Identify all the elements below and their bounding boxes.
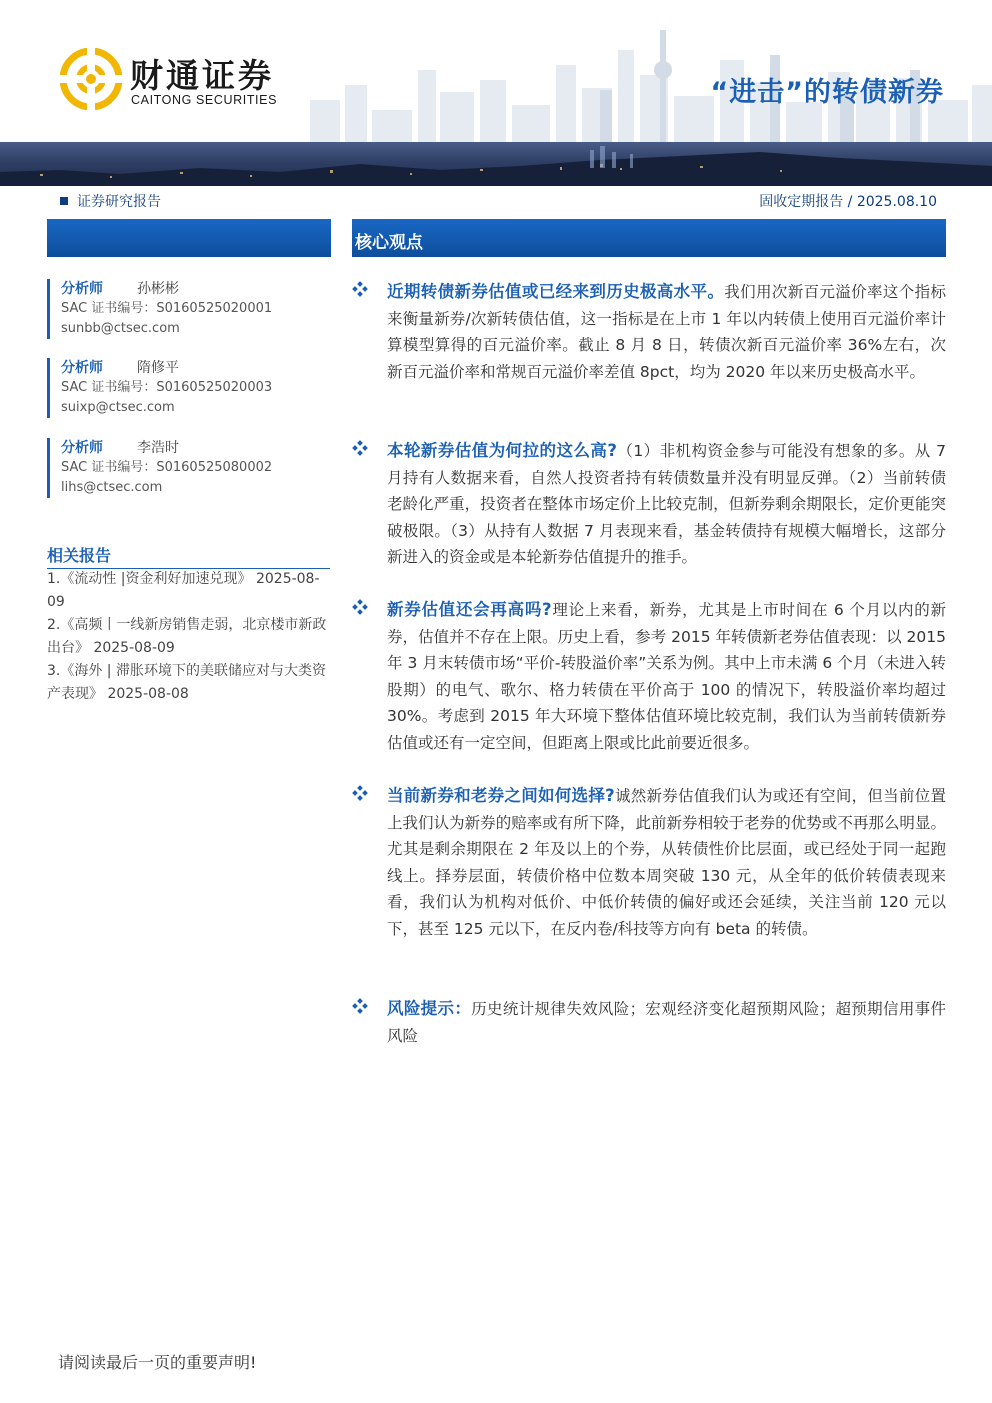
related-reports-title: 相关报告 <box>47 543 330 569</box>
risk-heading: 风险提示： <box>387 999 472 1018</box>
key-point <box>352 438 946 571</box>
analyst-name: 孙彬彬 <box>137 281 179 297</box>
logo-english-name: CAITONG SECURITIES <box>131 93 278 107</box>
logo-chinese-name: 财通证券 <box>130 56 274 95</box>
key-point-body: 我们用次新百元溢价率这个指标来衡量新券/次新转债估值，这一指标是在上市 1 年以内转债上使用百元溢价率计算模型算得的百元溢价率。截止 8 月 8 日，转债次新百元溢价率 36%左右，次新百元溢价率和常规百元溢价率差值 8pct，均为 2020 年以来历史极高水平。 <box>387 283 946 381</box>
diamond-bullet-icon <box>352 281 368 297</box>
category-label: 证券研究报告 <box>77 194 161 210</box>
key-point-heading: 当前新券和老券之间如何选择? <box>387 786 615 805</box>
related-reports-list <box>47 568 331 706</box>
report-title: “进击”的转债新券 <box>710 77 944 108</box>
main-header-bar <box>352 219 946 257</box>
risk-warning <box>352 996 946 1049</box>
key-point-body: 诚然新券估值我们认为或还有空间，但当前位置上我们认为新券的赔率或有所下降，此前新券相较于老券的优势或不再那么明显。尤其是剩余期限在 2 年及以上的个券，从转债性价比层面，或已经处于同一起跑线上。择券层面，转债价格中位数本周突破 130 元，从全年的低价转债表现来看，我们认为机构对低价、中低价转债的偏好或还会延续，关注当前 120 元以下，甚至 125 元以下，在反内卷/科技等方向有 beta 的转债。 <box>387 787 946 938</box>
key-point-body: （1）非机构资金参与可能没有想象的多。从 7 月持有人数据来看，自然人投资者持有转债数量并没有明显反弹。（2）当前转债老龄化严重，投资者在整体市场定价上比较克制，但新券剩余期限长，定价更能突破极限。（3）从持有人数据 7 月表现来看，基金转债持有规模大幅增长，这部分新进入的资金或是本轮新券估值提升的推手。 <box>387 442 946 566</box>
analyst-cert: SAC 证书编号：S0160525080002 <box>61 460 273 475</box>
diamond-bullet-icon <box>352 599 368 615</box>
key-point-heading: 近期转债新券估值或已经来到历史极高水平。 <box>387 282 725 301</box>
logo-mark-icon <box>60 48 122 110</box>
disclaimer-notice: 请阅读最后一页的重要声明! <box>58 1353 257 1372</box>
report-header <box>0 0 992 186</box>
square-bullet-icon <box>60 197 68 205</box>
related-report-link[interactable]: 3.《海外 | 滞胀环境下的美联储应对与大类资产表现》 2025-08-08 <box>47 663 326 702</box>
analyst-role: 分析师 <box>61 440 103 456</box>
risk-body: 历史统计规律失效风险；宏观经济变化超预期风险；超预期信用事件风险 <box>387 1000 947 1045</box>
analyst-role: 分析师 <box>61 360 103 376</box>
analyst-card <box>47 438 341 498</box>
report-type-label: 固收定期报告 <box>759 194 844 210</box>
diamond-bullet-icon <box>352 785 368 801</box>
analyst-email[interactable]: lihs@ctsec.com <box>61 480 163 495</box>
diamond-bullet-icon <box>352 440 368 456</box>
analyst-name: 李浩时 <box>137 440 179 456</box>
analyst-email[interactable]: suixp@ctsec.com <box>61 400 175 415</box>
analyst-card <box>47 358 341 418</box>
key-point-body: 理论上来看，新券，尤其是上市时间在 6 个月以内的新券，估值并不存在上限。历史上看，参考 2015 年转债新老券估值表现：以 2015 年 3 月末转债市场“平价-转股溢价率”关系为例。其中上市未满 6 个月（未进入转股期）的电气、歌尔、格力转债在平价高于 100 的情况下，转股溢价率均超过 30%。考虑到 2015 年大环境下整体估值环境比较克制，我们认为当前转债新券估值或还有一定空间，但距离上限或比此前要近很多。 <box>387 601 947 752</box>
analyst-role: 分析师 <box>61 281 103 297</box>
key-point-heading: 新券估值还会再高吗? <box>387 600 552 619</box>
report-type-date <box>759 191 937 211</box>
related-report-link[interactable]: 1.《流动性 |资金利好加速兑现》 2025-08-09 <box>47 571 320 610</box>
report-category <box>60 191 161 211</box>
sidebar-header-bar <box>47 219 331 257</box>
report-date-label: / 2025.08.10 <box>843 194 937 210</box>
key-point <box>352 783 946 942</box>
related-report-link[interactable]: 2.《高频丨一线新房销售走弱，北京楼市新政出台》 2025-08-09 <box>47 617 327 656</box>
key-point <box>352 279 946 385</box>
key-point-heading: 本轮新券估值为何拉的这么高? <box>387 441 617 460</box>
analyst-card <box>47 279 341 339</box>
caitong-logo <box>60 44 300 114</box>
diamond-bullet-icon <box>352 998 368 1014</box>
analyst-name: 隋修平 <box>137 360 179 376</box>
analyst-cert: SAC 证书编号：S0160525020003 <box>61 380 273 395</box>
section-title: 核心观点 <box>355 233 423 253</box>
night-city-banner <box>0 142 992 186</box>
key-point <box>352 597 946 756</box>
analyst-email[interactable]: sunbb@ctsec.com <box>61 321 180 336</box>
analyst-cert: SAC 证书编号：S0160525020001 <box>61 301 273 316</box>
